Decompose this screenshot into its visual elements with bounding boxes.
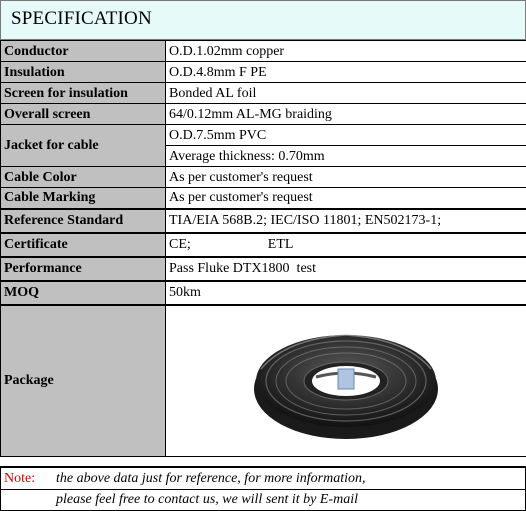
row-label: Screen for insulation [1,83,166,104]
row-value: TIA/EIA 568B.2; IEC/ISO 11801; EN502173-1; [166,209,526,233]
table-row [1,62,526,83]
row-label: MOQ [1,281,166,305]
cable-coil-image [246,309,446,449]
row-label: Reference Standard [1,209,166,233]
row-label: Conductor [1,41,166,62]
table-row [1,305,526,457]
page-title: SPECIFICATION [11,8,152,30]
row-value: O.D.1.02mm copper [166,41,526,62]
row-label: Overall screen [1,104,166,125]
row-label: Jacket for cable [1,125,166,167]
row-label: Package [1,305,166,457]
note-label: Note: [4,471,35,487]
table-row [1,281,526,305]
table-row [1,257,526,281]
table-row [1,104,526,125]
row-value: CE; ETL [166,233,526,257]
row-value: 64/0.12mm AL-MG braiding [166,104,526,125]
package-image-cell [166,305,526,457]
note-box [0,466,526,511]
row-value: As per customer's request [166,167,526,188]
note-divider [1,489,525,490]
row-value: 50km [166,281,526,305]
table-row [1,209,526,233]
note-line-2: please feel free to contact us, we will sent it by E-mail [56,492,358,508]
row-label: Cable Marking [1,188,166,209]
row-value: Bonded AL foil [166,83,526,104]
spec-table [0,40,526,457]
spec-title-bar [0,0,526,40]
table-row [1,41,526,62]
table-row [1,233,526,257]
row-value: As per customer's request [166,188,526,209]
table-row [1,83,526,104]
row-label: Performance [1,257,166,281]
table-row [1,188,526,209]
row-value: O.D.4.8mm F PE [166,62,526,83]
row-value: O.D.7.5mm PVC [166,125,526,146]
row-label: Insulation [1,62,166,83]
table-row [1,125,526,146]
row-value-secondary: Average thickness: 0.70mm [166,146,526,167]
row-label: Certificate [1,233,166,257]
row-label: Cable Color [1,167,166,188]
note-line-1: the above data just for reference, for more information, [56,471,366,487]
table-row [1,167,526,188]
row-value: Pass Fluke DTX1800 test [166,257,526,281]
